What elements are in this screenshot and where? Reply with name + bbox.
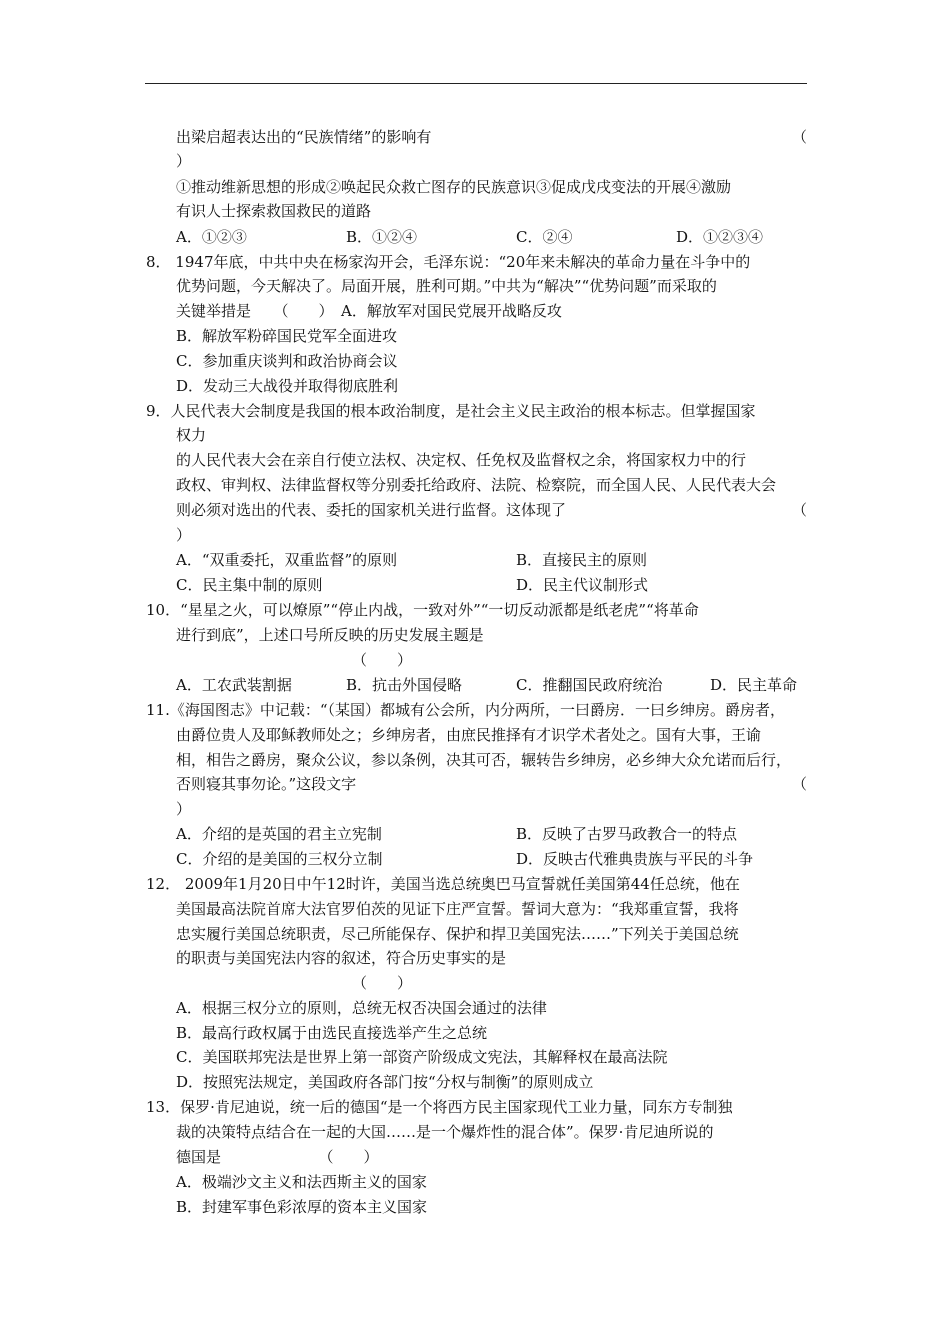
option-b: B．抗击外国侵略 bbox=[346, 676, 463, 694]
answer-paren-open: （ bbox=[791, 501, 807, 519]
answer-paren-open: （ bbox=[791, 128, 807, 146]
option-b: B．封建军事色彩浓厚的资本主义国家 bbox=[176, 1198, 428, 1216]
question-9-line-3: 的人民代表大会在亲自行使立法权、决定权、任免权及监督权之余，将国家权力中的行 bbox=[176, 451, 747, 469]
question-13-line-3: 德国是 （ ） bbox=[176, 1148, 379, 1166]
question-7-line-2: ①推动维新思想的形成②唤起民众救亡图存的民族意识③促成戊戌变法的开展④激励 bbox=[176, 178, 732, 196]
option-a: A．“双重委托，双重监督”的原则 bbox=[176, 551, 398, 569]
question-11-line-4: 否则寝其事勿论。”这段文字 bbox=[176, 775, 357, 793]
question-9-line-5: 则必须对选出的代表、委托的国家机关进行监督。这体现了 bbox=[176, 501, 567, 519]
answer-paren-close: ） bbox=[176, 152, 192, 170]
option-c: C．介绍的是美国的三权分立制 bbox=[176, 850, 383, 868]
answer-paren-close: ） bbox=[176, 526, 192, 544]
option-a: A．①②③ bbox=[176, 228, 247, 246]
question-11-line-1: 11.《海国图志》中记载：“（某国）都城有公会所，内分两所，一曰爵房．一曰乡绅房。爵房者， bbox=[146, 701, 786, 719]
option-c: C．②④ bbox=[516, 228, 573, 246]
question-10-line-1: 10．“星星之火，可以燎原”“停止内战，一致对外”“一切反动派都是纸老虎”“将革命 bbox=[146, 601, 699, 619]
option-b: B．直接民主的原则 bbox=[516, 551, 648, 569]
option-c: C．推翻国民政府统治 bbox=[516, 676, 663, 694]
question-7-line-1: 出梁启超表达出的“民族情绪”的影响有 bbox=[176, 128, 432, 146]
question-10-line-2: 进行到底”，上述口号所反映的历史发展主题是 bbox=[176, 626, 484, 644]
option-d: D．按照宪法规定，美国政府各部门按“分权与制衡”的原则成立 bbox=[176, 1073, 594, 1091]
question-8-line-3: 关键举措是 （ ） A．解放军对国民党展开战略反攻 bbox=[176, 302, 562, 320]
option-c: C．民主集中制的原则 bbox=[176, 576, 323, 594]
option-a: A．极端沙文主义和法西斯主义的国家 bbox=[176, 1173, 427, 1191]
option-b: B．最高行政权属于由选民直接选举产生之总统 bbox=[176, 1024, 488, 1042]
question-12-line-3: 忠实履行美国总统职责，尽己所能保存、保护和捍卫美国宪法……”下列关于美国总统 bbox=[176, 925, 739, 943]
header-rule bbox=[145, 83, 807, 84]
option-a: A．根据三权分立的原则，总统无权否决国会通过的法律 bbox=[176, 999, 547, 1017]
option-b: B．①②④ bbox=[346, 228, 418, 246]
option-c: C．美国联邦宪法是世界上第一部资产阶级成文宪法，其解释权在最高法院 bbox=[176, 1048, 668, 1066]
option-c: C．参加重庆谈判和政治协商会议 bbox=[176, 352, 398, 370]
question-12-line-1: 12． 2009年1月20日中午12时许，美国当选总统奥巴马宣誓就任美国第44任总统，他在 bbox=[146, 875, 740, 893]
question-8-line-2: 优势问题，今天解决了。局面开展，胜利可期。”中共为“解决”“优势问题”而采取的 bbox=[176, 277, 717, 295]
question-13-line-1: 13．保罗·肯尼迪说，统一后的德国“是一个将西方民主国家现代工业力量，同东方专制独 bbox=[146, 1098, 733, 1116]
option-d: D．民主代议制形式 bbox=[516, 576, 649, 594]
option-a: A．工农武装割据 bbox=[176, 676, 292, 694]
option-d: D．发动三大战役并取得彻底胜利 bbox=[176, 377, 399, 395]
option-d: D．民主革命 bbox=[710, 676, 798, 694]
answer-paren-close: ） bbox=[176, 800, 192, 818]
question-7-line-3: 有识人士探索救国救民的道路 bbox=[176, 202, 372, 220]
option-b: B．反映了古罗马政教合一的特点 bbox=[516, 825, 738, 843]
question-9-line-4: 政权、审判权、法律监督权等分别委托给政府、法院、检察院，而全国人民、人民代表大会 bbox=[176, 476, 777, 494]
question-11-line-3: 相，相告之爵房，聚众公议，参以条例，决其可否，辗转告乡绅房，必乡绅大众允诺而后行， bbox=[176, 751, 792, 769]
question-9-line-1: 9．人民代表大会制度是我国的根本政治制度，是社会主义民主政治的根本标志。但掌握国家 bbox=[146, 402, 756, 420]
question-8-line-1: 8． 1947年底，中共中央在杨家沟开会，毛泽东说：“20年来未解决的革命力量在斗争中的 bbox=[146, 253, 751, 271]
answer-paren: （ ） bbox=[352, 974, 413, 992]
question-13-line-2: 裁的决策特点结合在一起的大国……是一个爆炸性的混合体”。保罗·肯尼迪所说的 bbox=[176, 1123, 714, 1141]
question-11-line-2: 由爵位贵人及耶稣教师处之；乡绅房者，由庶民推择有才识学术者处之。国有大事，王谕 bbox=[176, 726, 762, 744]
question-12-line-2: 美国最高法院首席大法官罗伯茨的见证下庄严宣誓。誓词大意为：“我郑重宣誓，我将 bbox=[176, 900, 739, 918]
question-9-line-2: 权力 bbox=[176, 426, 207, 444]
option-d: D．①②③④ bbox=[676, 228, 764, 246]
option-a: A．介绍的是英国的君主立宪制 bbox=[176, 825, 382, 843]
answer-paren: （ ） bbox=[352, 651, 413, 669]
question-12-line-4: 的职责与美国宪法内容的叙述，符合历史事实的是 bbox=[176, 949, 507, 967]
option-b: B．解放军粉碎国民党军全面进攻 bbox=[176, 327, 398, 345]
option-d: D．反映古代雅典贵族与平民的斗争 bbox=[516, 850, 754, 868]
answer-paren-open: （ bbox=[791, 775, 807, 793]
